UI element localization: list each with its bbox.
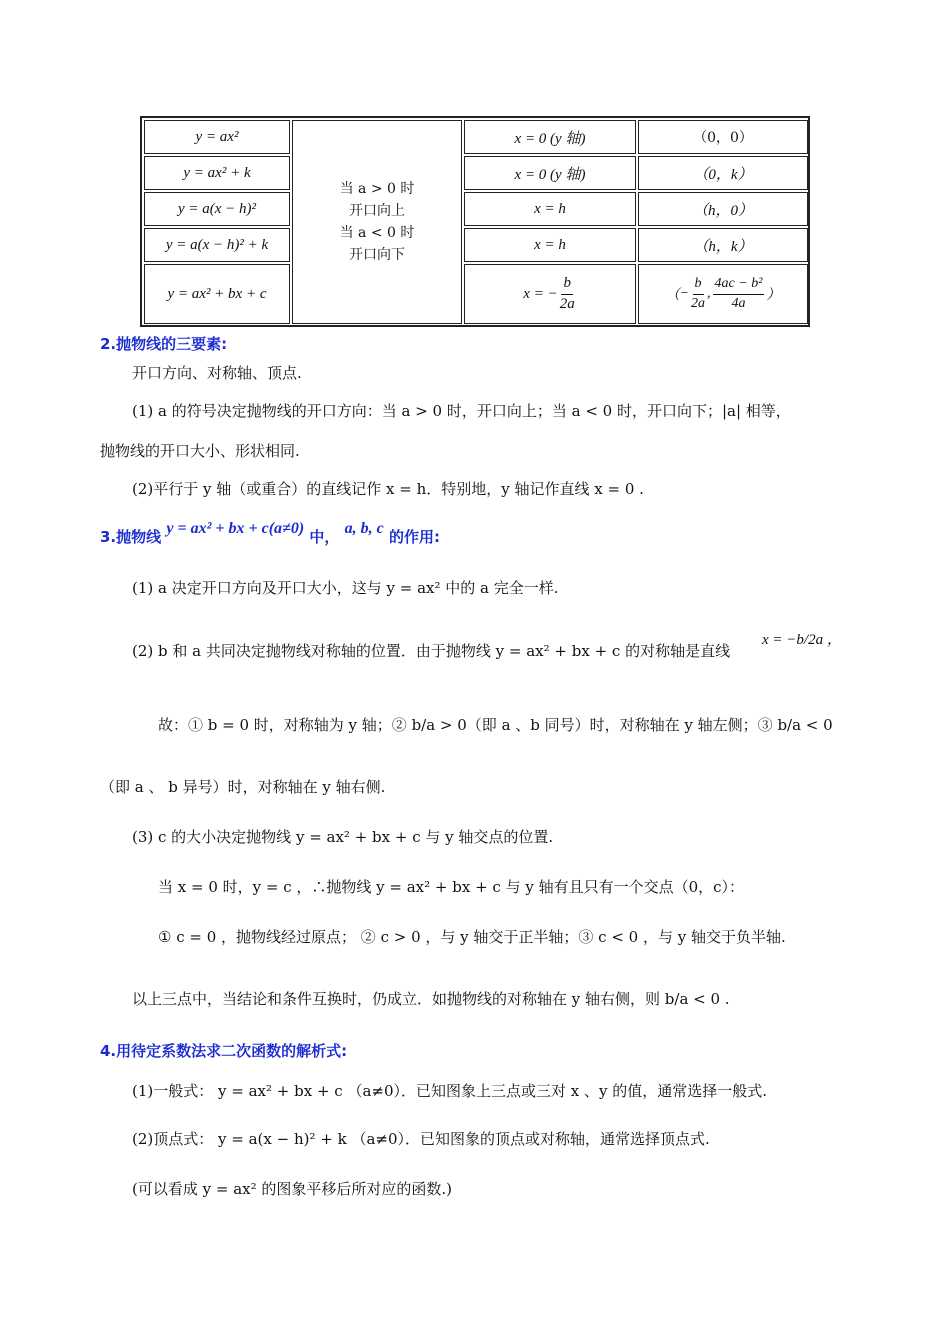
section-4-p1: (1)一般式： y = ax² + bx + c （a≠0）．已知图象上三点或三对 x 、y 的值，通常选择一般式. (132, 1082, 768, 1100)
table-cell-vertex-1: （0，0） (638, 120, 808, 154)
section-4-p2: (2)顶点式： y = a(x − h)² + k （a≠0）．已知图象的顶点或对称轴，通常选择顶点式. (132, 1130, 710, 1148)
vertex-5-frac1 (691, 277, 705, 311)
table-cell-axis-1: x = 0 (y 轴) (464, 120, 636, 154)
vertex-5-den1: 2a (691, 295, 706, 311)
opening-line-1: 当 a > 0 时 (339, 181, 415, 197)
section-3-p4: 当 x = 0 时，y = c ，∴抛物线 y = ax² + bx + c 与 y 轴有且只有一个交点（0，c）： (158, 878, 745, 896)
table-cell-opening (292, 120, 462, 324)
table-cell-axis-5 (464, 264, 636, 324)
axis-5-num: b (561, 276, 573, 295)
section-2-p1: 开口方向、对称轴、顶点. (132, 364, 302, 382)
vertex-5-num1: b (693, 277, 704, 295)
section-2-p2a: (1) a 的符号决定抛物线的开口方向：当 a > 0 时，开口向上；当 a < 0 时，开口向下；|a| 相等， (132, 402, 791, 420)
opening-line-3: 当 a < 0 时 (339, 225, 415, 241)
section-3-title-abc: a, b, c (344, 520, 384, 537)
vertex-5-den2: 4a (731, 295, 746, 311)
vertex-5-frac2 (713, 277, 765, 311)
table-cell-func-2: y = ax² + k (144, 156, 290, 190)
vertex-5-close: ） (766, 288, 781, 303)
section-3-p2b: 故：① b = 0 时，对称轴为 y 轴；② b/a > 0（即 a 、b 同号）时，对称轴在 y 轴左侧；③ b/a < 0 (158, 716, 833, 734)
section-4-p3: (可以看成 y = ax² 的图象平移后所对应的函数.) (132, 1180, 453, 1198)
section-3-p5: ① c = 0 ，抛物线经过原点； ② c > 0 ，与 y 轴交于正半轴；③ c < 0 ，与 y 轴交于负半轴. (158, 928, 786, 946)
section-3-p2c: （即 a 、 b 异号）时，对称轴在 y 轴右侧. (100, 778, 386, 796)
table-cell-func-1: y = ax² (144, 120, 290, 154)
axis-5-prefix: x = − (523, 285, 558, 302)
table-cell-vertex-4: （h，k） (638, 228, 808, 262)
section-2-p3: (2)平行于 y 轴（或重合）的直线记作 x = h．特别地，y 轴记作直线 x = 0 . (132, 480, 644, 498)
section-3-p2-axis: x = −b/2a ， (762, 632, 842, 648)
table-cell-vertex-2: （0，k） (638, 156, 808, 190)
vertex-5-open: （ (665, 288, 680, 303)
table-cell-func-4: y = a(x − h)² + k (144, 228, 290, 262)
section-3-p3: (3) c 的大小决定抛物线 y = ax² + bx + c 与 y 轴交点的位置. (132, 828, 554, 846)
table-cell-axis-4: x = h (464, 228, 636, 262)
vertex-5-minus: − (679, 286, 690, 301)
section-3-p1: (1) a 决定开口方向及开口大小，这与 y = ax² 中的 a 完全一样. (132, 579, 559, 597)
vertex-5-num2: 4ac − b² (713, 277, 765, 295)
section-3-title-eq: y = ax² + bx + c(a≠0) (166, 520, 305, 537)
opening-line-4: 开口向下 (349, 247, 405, 263)
section-3-title-a: 3.抛物线 (100, 528, 162, 546)
table-cell-func-5: y = ax² + bx + c (144, 264, 290, 324)
section-3-title (100, 520, 440, 547)
table-cell-vertex-3: （h，0） (638, 192, 808, 226)
section-2-p2b: 抛物线的开口大小、形状相同. (100, 442, 300, 460)
table-cell-func-3: y = a(x − h)² (144, 192, 290, 226)
section-3-p2a: (2) b 和 a 共同决定抛物线对称轴的位置．由于抛物线 y = ax² + bx + c 的对称轴是直线 (132, 642, 731, 660)
section-2-title: 2.抛物线的三要素: (100, 335, 228, 353)
table-cell-vertex-5 (638, 264, 808, 324)
section-4-title: 4.用待定系数法求二次函数的解析式: (100, 1042, 348, 1060)
section-3-title-c: 的作用: (389, 528, 440, 546)
parabola-forms-table (140, 116, 810, 327)
section-3-p6: 以上三点中，当结论和条件互换时，仍成立．如抛物线的对称轴在 y 轴右侧，则 b/a < 0 . (132, 990, 730, 1008)
table-cell-axis-3: x = h (464, 192, 636, 226)
section-3-title-b: 中， (309, 528, 340, 546)
opening-line-2: 开口向上 (349, 203, 405, 219)
axis-5-fraction (560, 276, 575, 313)
table-cell-axis-2: x = 0 (y 轴) (464, 156, 636, 190)
vertex-5-comma: , (707, 286, 711, 301)
axis-5-den: 2a (559, 295, 575, 312)
